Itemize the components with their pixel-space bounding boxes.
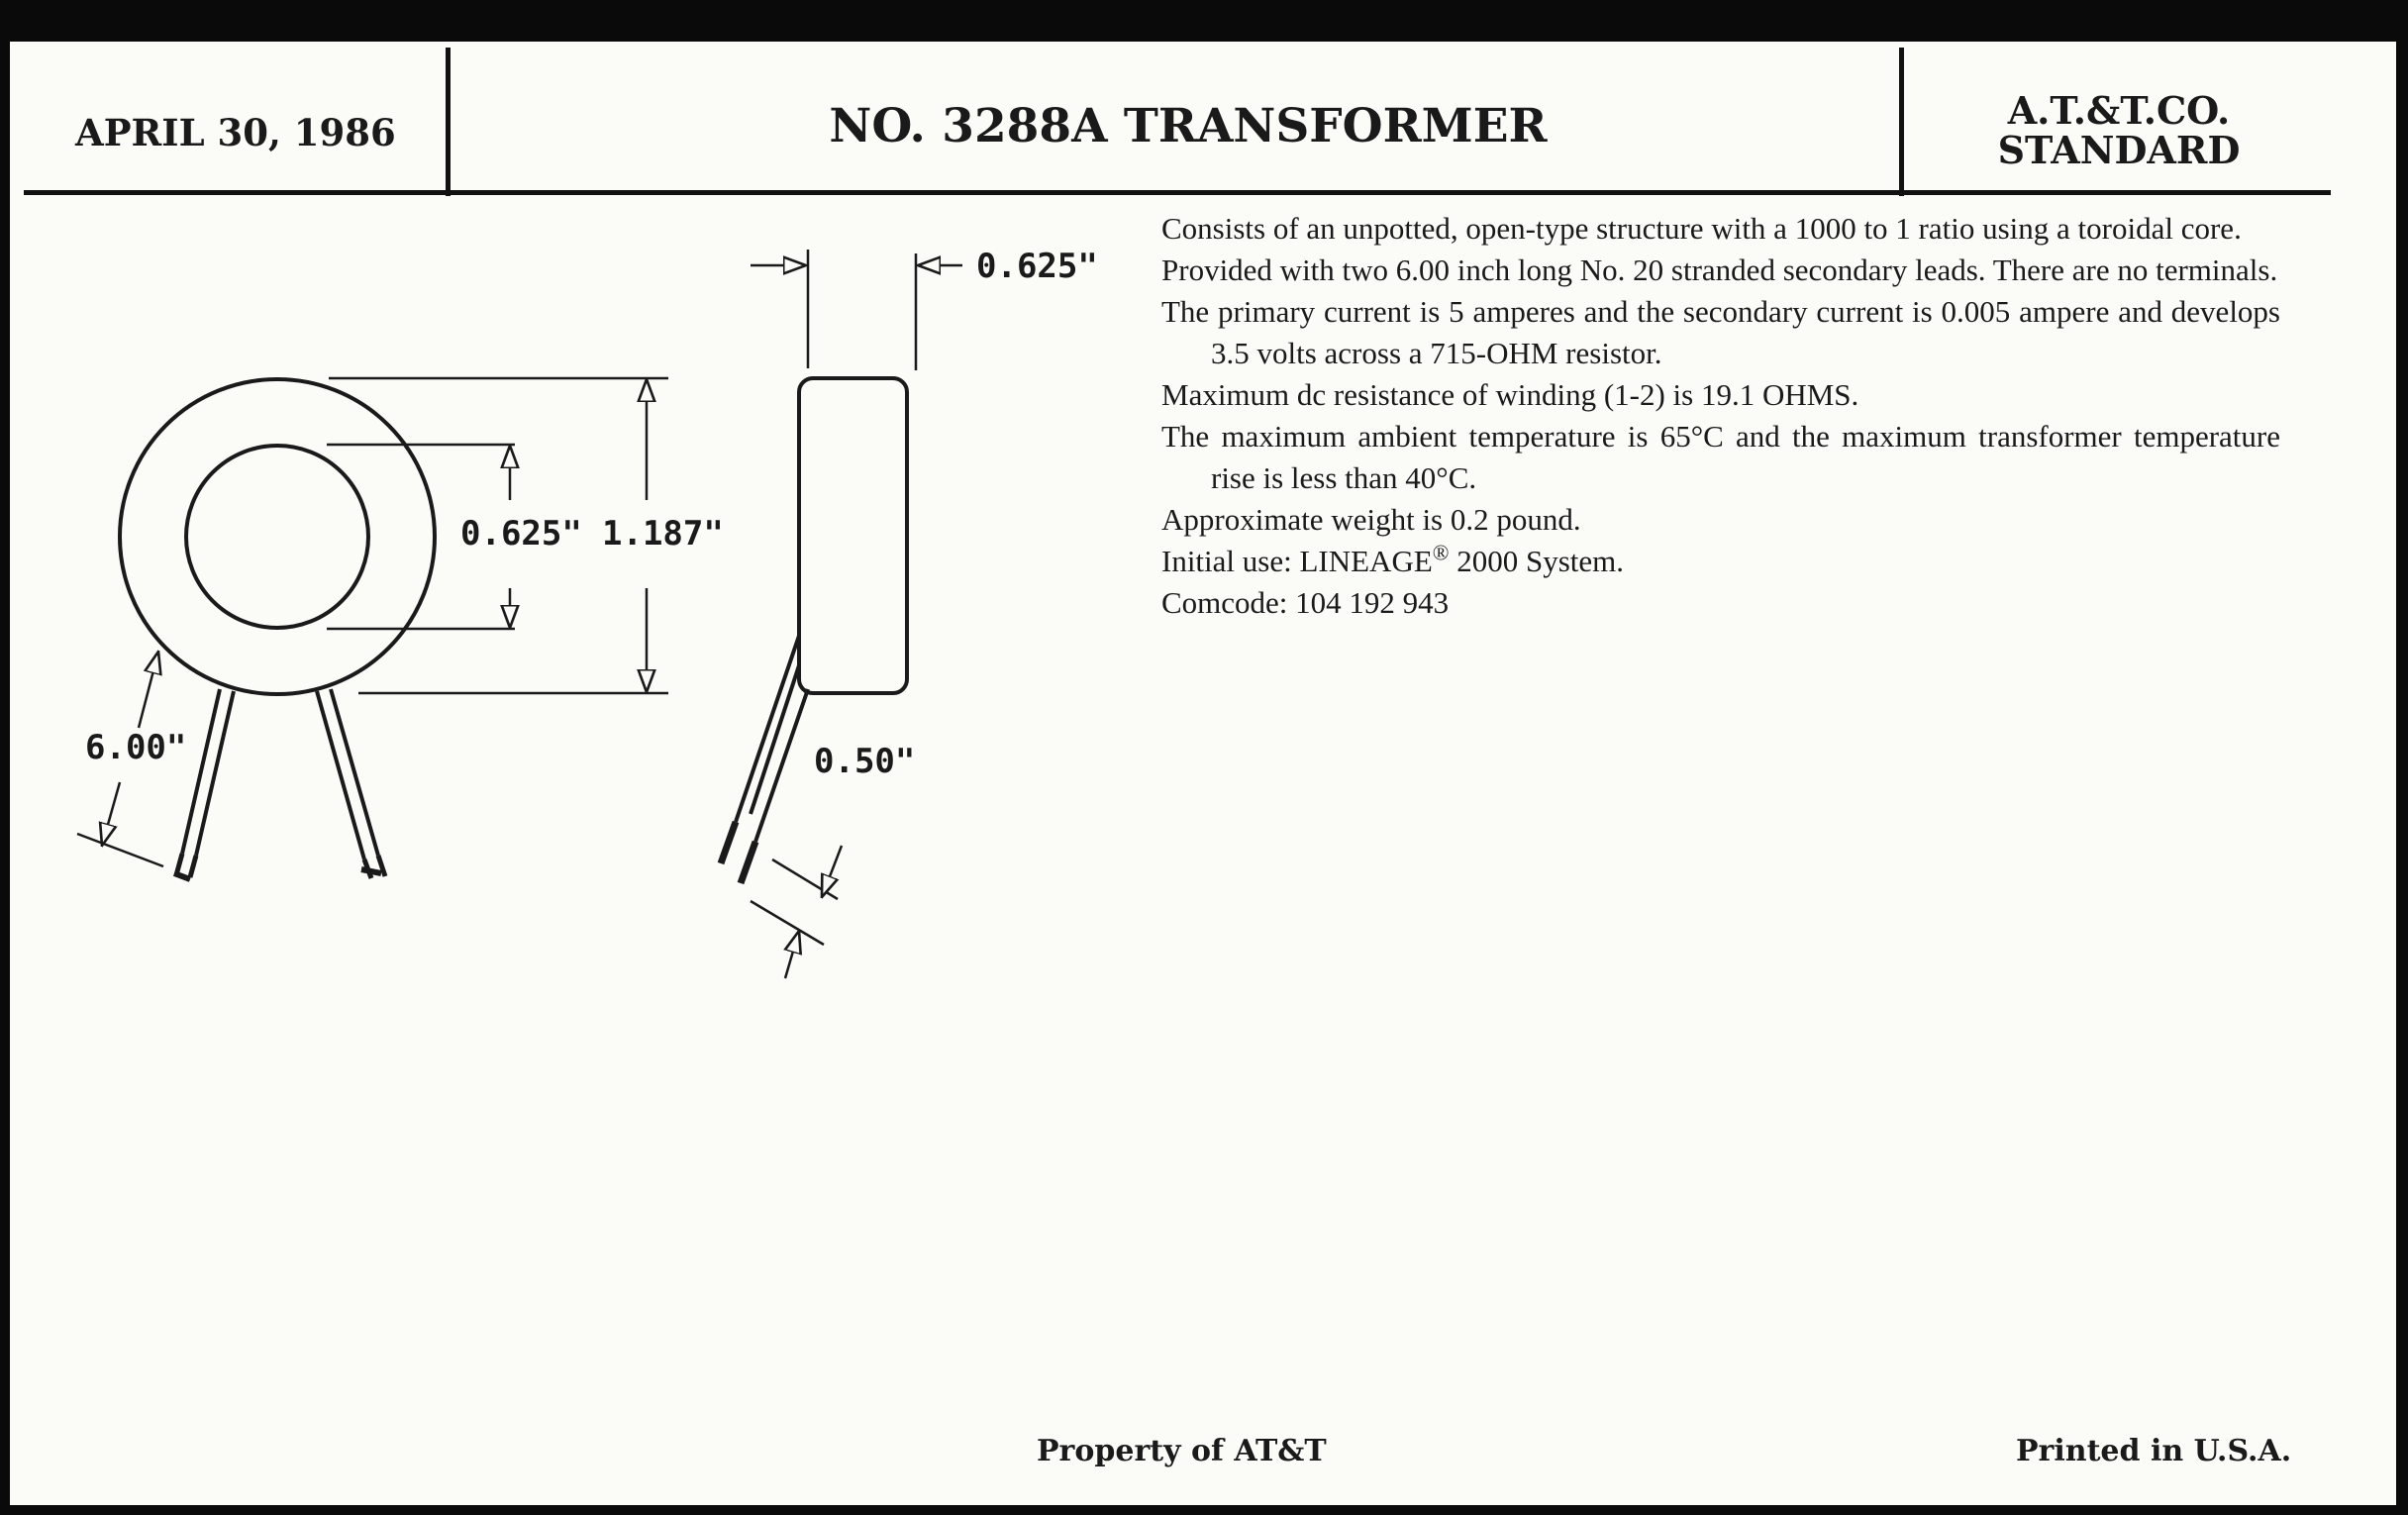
footer-printed: Printed in U.S.A. xyxy=(2016,1434,2292,1468)
standard-sheet xyxy=(10,42,2396,1505)
toroid-side-view xyxy=(721,378,907,883)
transformer-drawing xyxy=(10,42,1158,1032)
dim-outer-diameter: 1.187" xyxy=(602,514,724,554)
spec-item: The maximum ambient temperature is 65°C and the maximum transformer temperature rise is less than 40°C. xyxy=(1161,419,2280,495)
comcode: Comcode: 104 192 943 xyxy=(1161,585,1450,620)
side-leads xyxy=(721,636,808,883)
dim-lead-strip: 0.50" xyxy=(814,742,916,781)
dim-lead-length: 6.00" xyxy=(85,728,187,767)
initial-use-prefix: Initial use: LINEAGE xyxy=(1161,544,1433,578)
standard-line-2: STANDARD xyxy=(1997,128,2241,172)
header-divider-right xyxy=(1899,48,1904,196)
outer-ring xyxy=(120,379,435,694)
initial-use-suffix: 2000 System. xyxy=(1449,544,1625,578)
standard-line-1: A.T.&T.CO. xyxy=(2007,88,2231,133)
registered-mark: ® xyxy=(1432,540,1450,565)
specification-list xyxy=(1161,208,2280,624)
issue-date: APRIL 30, 1986 xyxy=(75,111,396,154)
spec-item: Consists of an unpotted, open-type structure with a 1000 to 1 ratio using a toroidal core. xyxy=(1161,211,2242,246)
spec-item: Maximum dc resistance of winding (1-2) is 19.1 OHMS. xyxy=(1161,377,1859,412)
spec-item: The primary current is 5 amperes and the secondary current is 0.005 ampere and develops 3.5 volts across a 715-OHM resistor. xyxy=(1161,294,2280,370)
dim-inner-diameter: 0.625" xyxy=(460,514,582,554)
dim-thickness: 0.625" xyxy=(976,247,1098,286)
spec-item: Approximate weight is 0.2 pound. xyxy=(1161,502,1581,537)
spec-item: Provided with two 6.00 inch long No. 20 stranded secondary leads. There are no terminals. xyxy=(1161,252,2278,287)
standard-label xyxy=(1921,88,2317,172)
front-leads xyxy=(174,689,385,879)
inner-hole xyxy=(186,446,368,628)
page-title: NO. 3288A TRANSFORMER xyxy=(829,99,1548,153)
initial-use xyxy=(1161,541,2280,582)
footer-property: Property of AT&T xyxy=(1037,1434,1327,1468)
